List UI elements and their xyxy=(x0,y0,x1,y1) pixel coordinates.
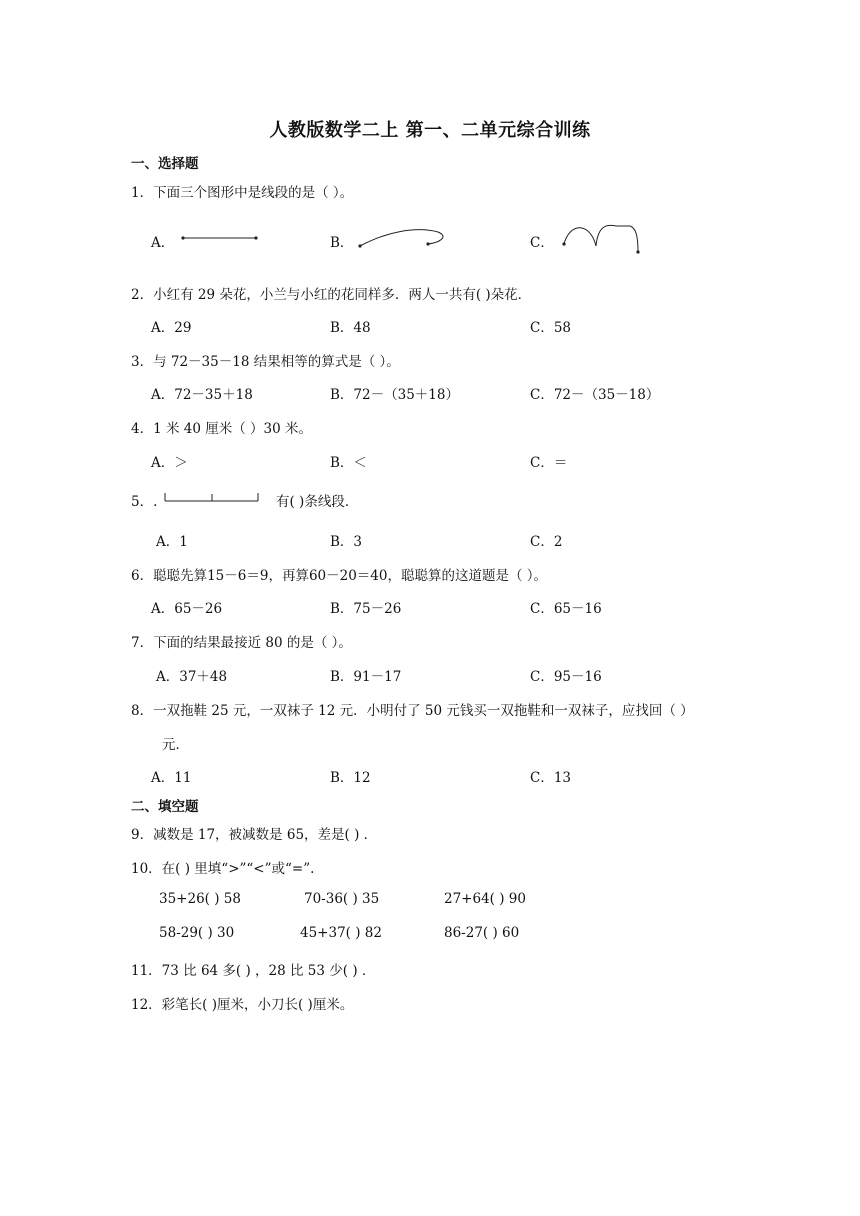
q10-row2-item-2: 45+37( ) 82 xyxy=(300,925,382,941)
page-title: 人教版数学二上 第一、二单元综合训练 xyxy=(269,120,591,141)
q5-option-a: A．1 xyxy=(156,534,188,550)
q8-option-a: A．11 xyxy=(151,770,192,786)
section-choice-heading: 一、选择题 xyxy=(131,156,199,172)
q8-option-b: B．12 xyxy=(330,770,371,786)
question-10: 10．在( ) 里填“>”“<”或“=”. xyxy=(131,861,315,877)
q4-option-a: A．＞ xyxy=(151,455,188,471)
q7-option-b: B．91－17 xyxy=(330,669,402,685)
q7-option-a: A．37＋48 xyxy=(156,669,228,685)
section-fill-heading: 二、填空题 xyxy=(131,799,199,815)
question-6: 6．聪聪先算15－6＝9，再算60－20＝40，聪聪算的这道题是（ ）。 xyxy=(131,568,548,584)
q6-option-b: B．75－26 xyxy=(330,601,402,617)
q8-option-c: C．13 xyxy=(530,770,572,786)
q4-option-c: C．＝ xyxy=(530,455,568,471)
q1-figure-c-arcs xyxy=(560,222,644,258)
q6-option-c: C．65－16 xyxy=(530,601,602,617)
question-3: 3．与 72－35－18 结果相等的算式是（ ）。 xyxy=(131,354,400,370)
question-11: 11．73 比 64 多( ) ，28 比 53 少( ) ． xyxy=(131,963,376,979)
q1-option-b: B． xyxy=(330,235,354,251)
q1-option-c: C． xyxy=(530,235,554,251)
q2-option-a: A．29 xyxy=(151,320,192,336)
question-4: 4．1 米 40 厘米（ ）30 米。 xyxy=(131,421,312,437)
q6-option-a: A．65－26 xyxy=(151,601,223,617)
question-7: 7．下面的结果最接近 80 的是（ ）。 xyxy=(131,635,352,651)
q5-figure-segments xyxy=(162,490,262,504)
q10-row1-item-1: 35+26( ) 58 xyxy=(159,891,241,907)
q1-figure-b-curve xyxy=(356,226,448,252)
question-1: 1．下面三个图形中是线段的是（ ）。 xyxy=(131,185,354,201)
q10-row1-item-3: 27+64( ) 90 xyxy=(444,891,526,907)
question-8: 8．一双拖鞋 25 元，一双袜子 12 元．小明付了 50 元钱买一双拖鞋和一双袜子，应找回（ ） xyxy=(131,703,694,719)
question-12: 12．彩笔长( )厘米，小刀长( )厘米。 xyxy=(131,997,354,1013)
question-9: 9．减数是 17，被减数是 65，差是( ) ． xyxy=(131,827,378,843)
q1-figure-a-segment xyxy=(180,232,260,244)
q2-option-c: C．58 xyxy=(530,320,572,336)
question-5-prefix: 5．. xyxy=(131,494,158,510)
q7-option-c: C．95－16 xyxy=(530,669,602,685)
q1-option-a: A． xyxy=(151,235,175,251)
question-5-suffix: 有( )条线段． xyxy=(276,494,359,510)
q2-option-b: B．48 xyxy=(330,320,371,336)
question-2: 2．小红有 29 朵花，小兰与小红的花同样多．两人一共有( )朵花． xyxy=(131,287,532,303)
q5-option-c: C．2 xyxy=(530,534,563,550)
q10-row2-item-3: 86-27( ) 60 xyxy=(444,925,520,941)
q5-option-b: B．3 xyxy=(330,534,363,550)
q3-option-b: B．72－（35＋18） xyxy=(330,387,459,403)
question-8-continued: 元． xyxy=(162,737,189,753)
q3-option-a: A．72－35＋18 xyxy=(151,387,253,403)
q3-option-c: C．72－（35－18） xyxy=(530,387,660,403)
q10-row2-item-1: 58-29( ) 30 xyxy=(159,925,235,941)
q10-row1-item-2: 70-36( ) 35 xyxy=(304,891,380,907)
q4-option-b: B．＜ xyxy=(330,455,367,471)
